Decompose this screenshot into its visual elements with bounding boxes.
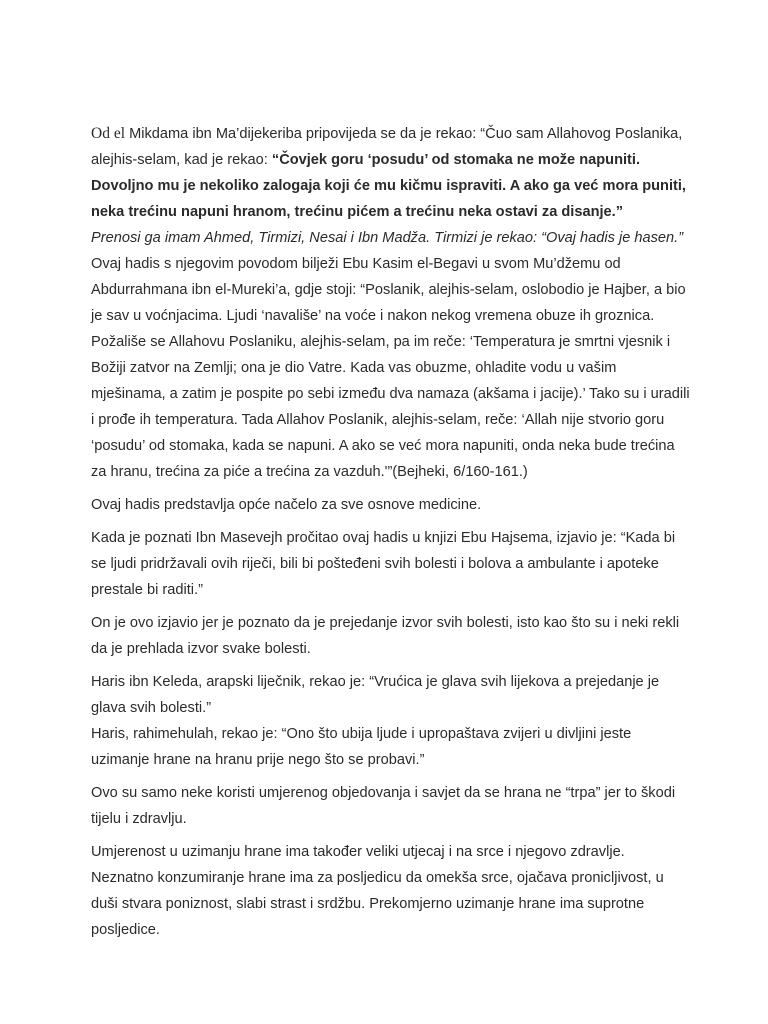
- hadith-source: Prenosi ga imam Ahmed, Tirmizi, Nesai i Ibn Madža. Tirmizi je rekao: “Ovaj hadis je hasen.”: [91, 230, 684, 246]
- paragraph-haris: [91, 669, 691, 773]
- paragraph-principle: Ovaj hadis predstavlja opće načelo za sve osnove medicine.: [91, 497, 482, 513]
- paragraph-hadith: [91, 121, 691, 485]
- haris-quote-2: Haris, rahimehulah, rekao je: “Ono što ubija ljude i upropaštava zvijeri u divljini jeste uzimanje hrane na hranu prije nego što se probavi.”: [91, 726, 632, 768]
- hadith-quote: “Čovjek goru ‘posudu’ od stomaka ne može napuniti. Dovoljno mu je nekoliko zalogaja koji će mu kičmu ispraviti. A ako ga već mora puniti, neka trećinu napuni hranom, trećinu pićem a trećinu neka ostavi za disanje.”: [91, 152, 686, 220]
- document-page: [91, 121, 691, 943]
- hadith-context: Ovaj hadis s njegovim povodom bilježi Ebu Kasim el-Begavi u svom Mu’džemu od Abdurrahmana ibn el-Mureki’a, gdje stoji: “Poslanik, alejhis-selam, oslobodio je Hajber, a bio je sav u voćnjacima. Ljudi ‘navališe’ na voće i nakon nekog vremena obuze ih groznica. Požališe se Allahovu Poslaniku, alejhis-selam, pa im reče: ‘Temperatura je smrtni vjesnik i Božiji zatvor na Zemlji; ona je dio Vatre. Kada vas obuzme, ohladite vodu u vašim mješinama, a zatim je pospite po sebi između dva namaza (akšama i jacije).’ Tako su i uradili i prođe ih temperatura. Tada Allahov Poslanik, alejhis-selam, reče: ‘Allah nije stvorio goru ‘posudu’ od stomaka, kada se napuni. A ako se već mora napuniti, onda neka bude trećina za hranu, trećina za piće a trećina za vazduh.'”(Bejheki, 6/160-161.): [91, 256, 690, 480]
- paragraph-benefits: Ovo su samo neke koristi umjerenog objedovanja i savjet da se hrana ne “trpa” jer to škodi tijelu i zdravlju.: [91, 785, 676, 827]
- paragraph-ibn-masevejh: Kada je poznati Ibn Masevejh pročitao ovaj hadis u knjizi Ebu Hajsema, izjavio je: “Kada bi se ljudi pridržavali ovih riječi, bili bi pošteđeni svih bolesti i bolova a ambulante i apoteke prestale bi raditi.”: [91, 530, 676, 598]
- paragraph-overeating-source: On je ovo izjavio jer je poznato da je prejedanje izvor svih bolesti, isto kao što su i neki rekli da je prehlada izvor svake bolesti.: [91, 615, 680, 657]
- hadith-intro: Mikdama ibn Ma’dijekeriba pripovijeda se da je rekao: “Čuo sam Allahovog Poslanika, alejhis-selam, kad je rekao:: [91, 126, 683, 168]
- hadith-lead-words: Od el: [91, 125, 126, 142]
- haris-quote-1: Haris ibn Keleda, arapski liječnik, rekao je: “Vrućica je glava svih lijekova a prejedanje je glava svih bolesti.”: [91, 674, 660, 716]
- paragraph-moderation-heart: Umjerenost u uzimanju hrane ima također veliki utjecaj i na srce i njegovo zdravlje. Neznatno konzumiranje hrane ima za posljedicu da omekša srce, ojačava pronicljivost, u duši stvara poniznost, slabi strast i srdžbu. Prekomjerno uzimanje hrane ima suprotne posljedice.: [91, 844, 664, 938]
